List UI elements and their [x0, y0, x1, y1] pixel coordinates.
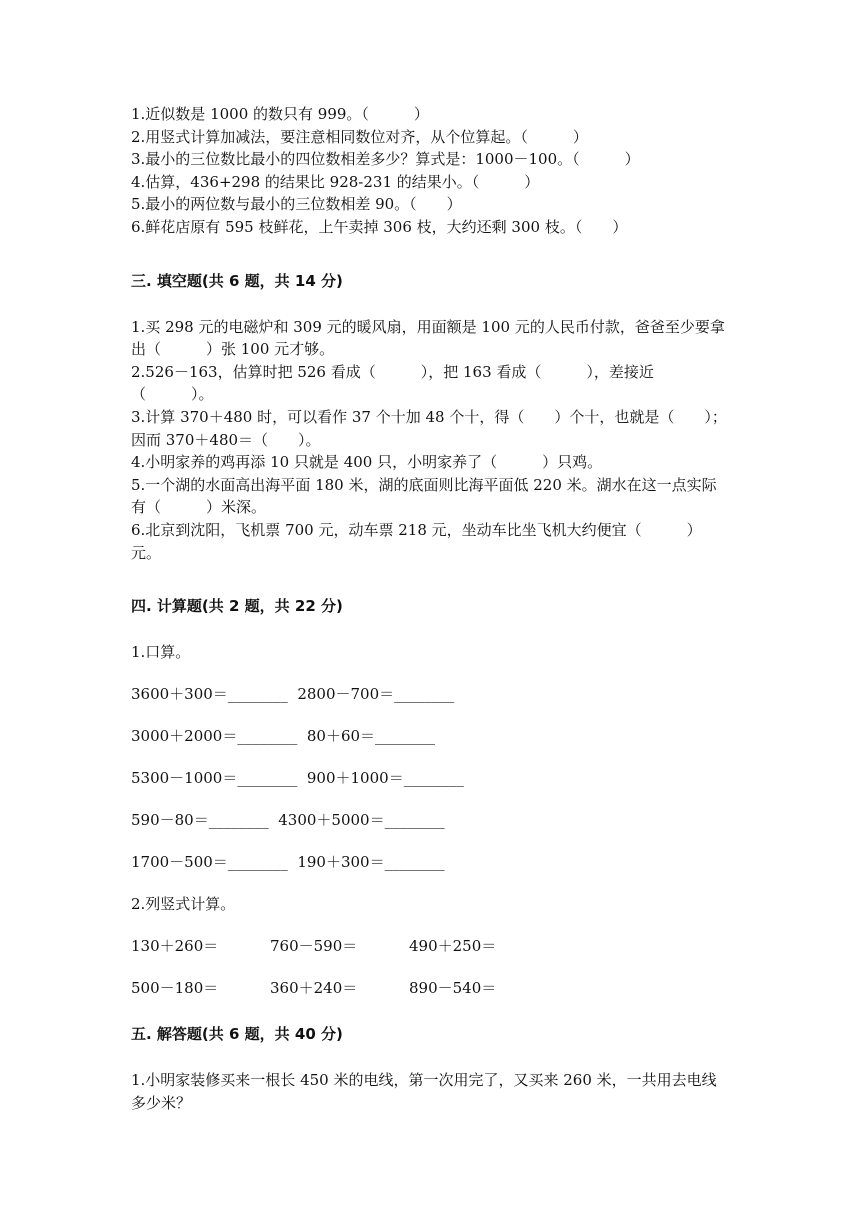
judgement-item-6: 6.鲜花店原有 595 枝鲜花，上午卖掉 306 枝，大约还剩 300 枝。（ ）	[131, 217, 628, 236]
oral-row-4: 590－80＝________ 4300＋5000＝________	[131, 811, 445, 830]
oral-row-2: 3000＋2000＝________ 80＋60＝________	[131, 727, 436, 746]
vertical-problem: 130＋260＝	[131, 937, 219, 956]
word-problem-item-1: 1.小明家装修买来一根长 450 米的电线，第一次用完了，又买来 260 米，一共用去电线多少米？	[131, 1071, 717, 1112]
calculation-section-title: 四. 计算题(共 2 题，共 22 分)	[131, 597, 343, 616]
vertical-problem: 890－540＝	[409, 979, 497, 998]
word-problem-section-title: 五. 解答题(共 6 题，共 40 分)	[131, 1025, 343, 1044]
fill-blank-item-5: 5.一个湖的水面高出海平面 180 米，湖的底面则比海平面低 220 米。湖水在这一点实际有（ ）米深。	[131, 475, 717, 517]
oral-row-3: 5300－1000＝________ 900＋1000＝________	[131, 769, 464, 788]
judgement-item-3: 3.最小的三位数比最小的四位数相差多少？算式是：1000－100。（ ）	[131, 150, 640, 169]
fill-blank-item-2: 2.526－163，估算时把 526 看成（ ），把 163 看成（ ），差接近（ ）。	[131, 362, 654, 404]
oral-row-1: 3600＋300＝________ 2800－700＝________	[131, 685, 455, 704]
judgement-item-2: 2.用竖式计算加减法，要注意相同数位对齐，从个位算起。（ ）	[131, 127, 588, 146]
judgement-item-4: 4.估算，436+298 的结果比 928-231 的结果小。（ ）	[131, 172, 540, 191]
fill-blank-section-title: 三. 填空题(共 6 题，共 14 分)	[131, 271, 343, 290]
vertical-problem: 490＋250＝	[409, 937, 497, 956]
fill-blank-section	[131, 316, 731, 565]
fill-blank-item-1: 1.买 298 元的电磁炉和 309 元的暖风扇，用面额是 100 元的人民币付款，爸爸至少要拿出（ ）张 100 元才够。	[131, 317, 725, 359]
fill-blank-item-3: 3.计算 370＋480 时，可以看作 37 个十加 48 个十，得（ ）个十，也就是（ ）；因而 370＋480＝（ ）。	[131, 407, 727, 449]
judgement-section	[131, 103, 731, 239]
fill-blank-item-4: 4.小明家养的鸡再添 10 只就是 400 只，小明家养了（ ）只鸡。	[131, 453, 603, 472]
vertical-calculation-heading: 2.列竖式计算。	[131, 895, 236, 914]
judgement-item-5: 5.最小的两位数与最小的三位数相差 90。（ ）	[131, 195, 462, 214]
vertical-problem: 760－590＝	[270, 937, 358, 956]
vertical-problem: 500－180＝	[131, 979, 219, 998]
judgement-item-1: 1.近似数是 1000 的数只有 999。（ ）	[131, 105, 429, 123]
oral-calculation-heading: 1.口算。	[131, 643, 191, 662]
word-problem-section	[131, 1069, 731, 1114]
vertical-row-1	[131, 935, 731, 957]
worksheet-page	[131, 103, 731, 1114]
vertical-row-2	[131, 977, 731, 999]
oral-row-5: 1700－500＝________ 190＋300＝________	[131, 853, 445, 872]
fill-blank-item-6: 6.北京到沈阳，飞机票 700 元，动车票 218 元，坐动车比坐飞机大约便宜（ ）元。	[131, 520, 702, 562]
vertical-problem: 360＋240＝	[270, 979, 358, 998]
